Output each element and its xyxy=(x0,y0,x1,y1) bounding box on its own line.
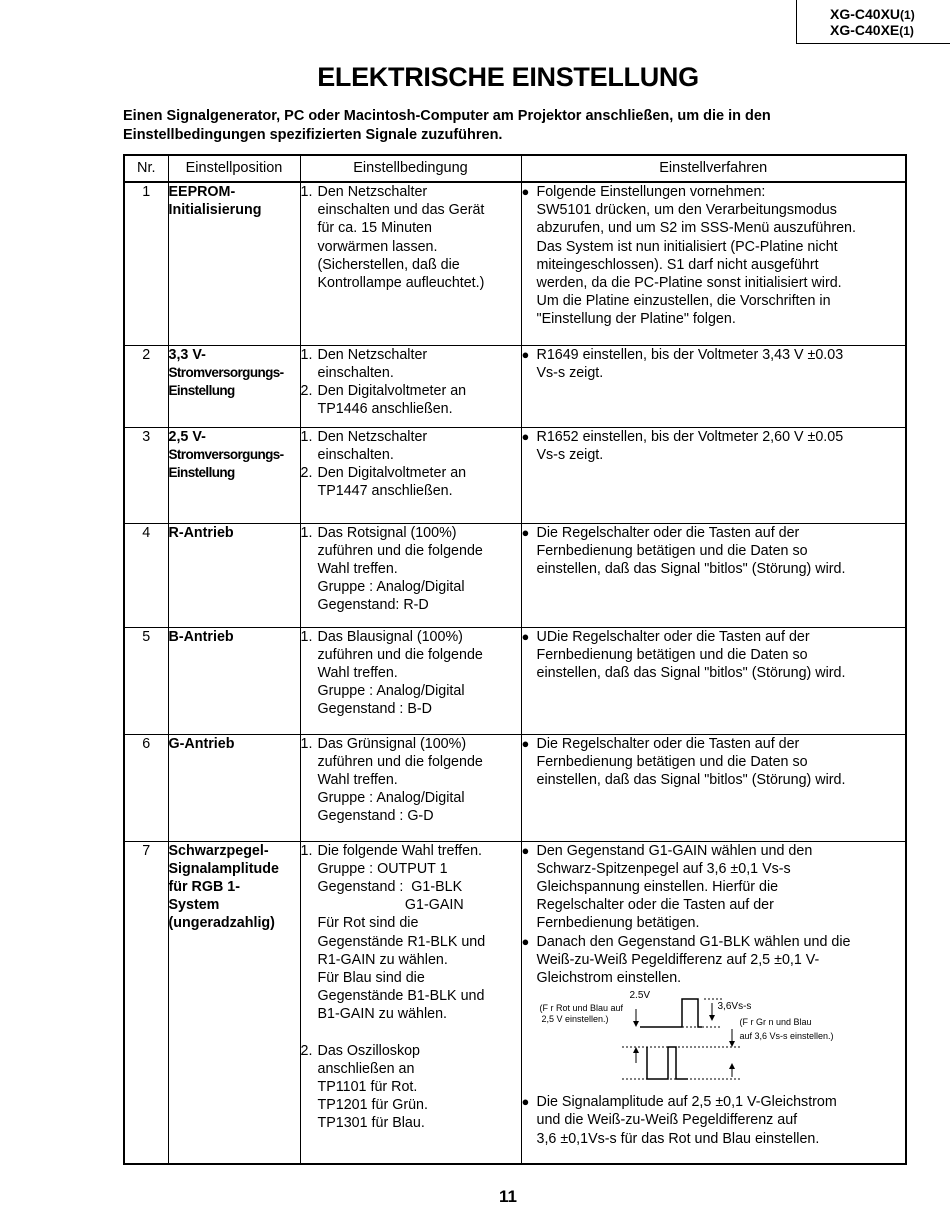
adjustment-procedure xyxy=(521,734,906,841)
condition-line: Für Rot sind die xyxy=(317,915,419,932)
condition-line: Wahl treffen. xyxy=(317,560,398,577)
position-line: Stromversorgungs- xyxy=(168,364,284,380)
condition-line: für ca. 15 Minuten xyxy=(317,220,432,237)
adjustment-position xyxy=(168,523,300,627)
bullet-icon: ● xyxy=(521,933,530,949)
table-row xyxy=(124,627,906,734)
condition-step xyxy=(301,346,521,382)
condition-line: G1-GAIN xyxy=(317,897,464,914)
adjustment-procedure xyxy=(521,627,906,734)
procedure-line: Fernbedienung betätigen und die Daten so xyxy=(536,542,808,559)
row-number: 1 xyxy=(124,182,168,345)
adjustment-condition xyxy=(300,734,521,841)
step-number: 1. xyxy=(300,628,313,645)
condition-line: vorwärmen lassen. xyxy=(317,238,438,255)
adjustment-position xyxy=(168,841,300,1164)
condition-line: TP1447 anschließen. xyxy=(317,483,453,500)
position-line: R-Antrieb xyxy=(168,524,234,541)
step-number: 2. xyxy=(300,1042,313,1059)
step-number: 1. xyxy=(300,346,313,363)
step-number: 2. xyxy=(300,464,313,481)
procedure-item xyxy=(522,524,906,579)
procedure-item xyxy=(522,1093,906,1148)
step-number: 1. xyxy=(300,184,313,200)
procedure-item xyxy=(522,842,906,933)
table-row xyxy=(124,182,906,345)
adjustment-position xyxy=(168,734,300,841)
procedure-line: Vs-s zeigt. xyxy=(536,446,604,463)
step-number: 1. xyxy=(300,428,313,445)
condition-line: Gruppe : Analog/Digital xyxy=(317,683,465,700)
row-number: 6 xyxy=(124,734,168,841)
row-number: 4 xyxy=(124,523,168,627)
position-line: für RGB 1- xyxy=(168,878,240,895)
row-number: 7 xyxy=(124,841,168,1164)
step-number: 1. xyxy=(300,842,313,859)
procedure-line: werden, da die PC-Platine sonst initialisiert wird. xyxy=(536,275,842,292)
adjustment-condition xyxy=(300,182,521,345)
condition-line: einschalten und das Gerät xyxy=(317,202,485,219)
procedure-line: Schwarz-Spitzenpegel auf 3,6 ±0,1 Vs-s xyxy=(536,860,791,877)
procedure-item xyxy=(522,735,906,790)
condition-line: TP1101 für Rot. xyxy=(317,1078,418,1095)
intro-text xyxy=(123,107,893,145)
condition-step xyxy=(301,524,521,615)
bullet-icon: ● xyxy=(521,428,530,444)
procedure-line: Fernbedienung betätigen. xyxy=(536,915,700,932)
condition-line: Gegenstände R1-BLK und xyxy=(317,933,486,950)
bullet-icon: ● xyxy=(521,735,530,751)
adjustment-position xyxy=(168,182,300,345)
procedure-line: R1649 einstellen, bis der Voltmeter 3,43 V ±0.03 xyxy=(536,346,844,363)
position-line: 3,3 V- xyxy=(168,346,206,363)
condition-step xyxy=(301,735,521,826)
condition-step xyxy=(301,382,521,418)
table-header-row xyxy=(124,155,906,182)
procedure-line: Vs-s zeigt. xyxy=(536,364,604,381)
model-number-1: XG-C40XU(1) xyxy=(830,6,915,22)
procedure-line: Das System ist nun initialisiert (PC-Platine nicht xyxy=(536,238,838,255)
table-row xyxy=(124,523,906,627)
adjustment-procedure xyxy=(521,182,906,345)
condition-line: einschalten. xyxy=(317,364,394,381)
procedure-line: Fernbedienung betätigen und die Daten so xyxy=(536,646,808,663)
lower-pulse xyxy=(647,1047,688,1079)
waveform-label-right-1: (F r Gr n und Blau xyxy=(739,1017,812,1028)
condition-line: Gegenstand : G1-BLK xyxy=(317,878,463,895)
bullet-icon: ● xyxy=(521,524,530,540)
procedure-line: und die Weiß-zu-Weiß Pegeldifferenz auf xyxy=(536,1112,798,1129)
bullet-icon: ● xyxy=(521,346,530,362)
condition-line: Wahl treffen. xyxy=(317,664,398,681)
position-line: Stromversorgungs- xyxy=(168,446,284,462)
condition-line: Den Digitalvoltmeter an xyxy=(317,382,467,399)
header-procedure: Einstellverfahren xyxy=(521,155,906,182)
model-number-2: XG-C40XE(1) xyxy=(830,22,914,38)
condition-line: B1-GAIN zu wählen. xyxy=(317,1006,448,1023)
header-nr: Nr. xyxy=(124,155,168,182)
condition-line: Gegenstände B1-BLK und xyxy=(317,988,485,1005)
procedure-line: abzurufen, und um S2 im SSS-Menü auszuführen. xyxy=(536,220,856,237)
condition-step xyxy=(301,464,521,500)
procedure-item xyxy=(522,346,906,382)
bullet-icon: ● xyxy=(521,842,530,858)
position-line: G-Antrieb xyxy=(168,735,235,752)
arrow-36v-head xyxy=(709,1015,715,1021)
condition-line: anschließen an xyxy=(317,1060,415,1077)
procedure-item xyxy=(522,428,906,464)
condition-step xyxy=(301,628,521,719)
procedure-item xyxy=(522,628,906,683)
procedure-line: Um die Platine einzustellen, die Vorschriften in xyxy=(536,293,831,310)
waveform-label-left-2: 2,5 V einstellen.) xyxy=(541,1014,609,1025)
row-number: 3 xyxy=(124,427,168,523)
position-line: (ungeradzahlig) xyxy=(168,915,275,932)
procedure-line: Gleichspannung einstellen. Hierfür die xyxy=(536,878,779,895)
procedure-line: miteingeschlossen). S1 darf nicht ausgeführt xyxy=(536,256,819,273)
condition-line: zuführen und die folgende xyxy=(317,753,483,770)
procedure-line: UDie Regelschalter oder die Tasten auf der xyxy=(536,628,810,645)
table-row xyxy=(124,841,906,1164)
position-line: Einstellung xyxy=(168,382,235,398)
procedure-line: einstellen, daß das Signal "bitlos" (Störung) wird. xyxy=(536,771,846,788)
intro-line: Einen Signalgenerator, PC oder Macintosh-Computer am Projektor anschließen, um die in den xyxy=(123,108,771,124)
procedure-item xyxy=(522,933,906,988)
procedure-line: SW5101 drücken, um den Verarbeitungsmodus xyxy=(536,202,837,219)
procedure-line: Den Gegenstand G1-GAIN wählen und den xyxy=(536,842,813,859)
row-number: 5 xyxy=(124,627,168,734)
adjustment-table xyxy=(123,154,907,1165)
position-line: EEPROM- xyxy=(168,184,236,200)
procedure-item xyxy=(522,183,906,329)
procedure-line: Weiß-zu-Weiß Pegeldifferenz auf 2,5 ±0,1 V- xyxy=(536,951,820,968)
adjustment-condition xyxy=(300,345,521,427)
step-number: 1. xyxy=(300,524,313,541)
condition-line: Gruppe : Analog/Digital xyxy=(317,579,465,596)
adjustment-procedure xyxy=(521,427,906,523)
position-line: 2,5 V- xyxy=(168,428,206,445)
adjustment-condition xyxy=(300,841,521,1164)
procedure-line: R1652 einstellen, bis der Voltmeter 2,60 V ±0.05 xyxy=(536,428,844,445)
condition-step xyxy=(301,428,521,464)
condition-line: R1-GAIN zu wählen. xyxy=(317,951,448,968)
waveform-diagram xyxy=(522,989,882,1087)
condition-line: TP1301 für Blau. xyxy=(317,1115,425,1132)
bullet-icon: ● xyxy=(521,184,530,199)
intro-line: Einstellbedingungen spezifizierten Signale zuzuführen. xyxy=(123,127,503,143)
procedure-line: "Einstellung der Platine" folgen. xyxy=(536,311,736,328)
procedure-line: Die Regelschalter oder die Tasten auf der xyxy=(536,524,800,541)
procedure-line: Folgende Einstellungen vornehmen: xyxy=(536,184,766,200)
adjustment-procedure xyxy=(521,345,906,427)
condition-line: Den Netzschalter xyxy=(317,346,428,363)
bullet-icon: ● xyxy=(521,1094,530,1110)
condition-line: Gegenstand: R-D xyxy=(317,597,429,614)
procedure-line: 3,6 ±0,1Vs-s für das Rot und Blau einstellen. xyxy=(536,1130,820,1147)
adjustment-condition xyxy=(300,627,521,734)
step-number: 1. xyxy=(300,735,313,752)
position-line: Initialisierung xyxy=(168,202,262,219)
condition-line: Gegenstand : G-D xyxy=(317,808,434,825)
adjustment-position xyxy=(168,345,300,427)
condition-line: Das Rotsignal (100%) xyxy=(317,524,457,541)
page-title: ELEKTRISCHE EINSTELLUNG xyxy=(317,62,699,92)
condition-line: TP1446 anschließen. xyxy=(317,401,453,418)
condition-line: Den Netzschalter xyxy=(317,184,428,200)
table-row xyxy=(124,345,906,427)
condition-line: Gruppe : Analog/Digital xyxy=(317,790,465,807)
condition-line: Das Blausignal (100%) xyxy=(317,628,463,645)
procedure-line: Regelschalter oder die Tasten auf der xyxy=(536,897,774,914)
waveform-label-right-2: auf 3,6 Vs-s einstellen.) xyxy=(739,1031,834,1042)
arrow-25v-head xyxy=(633,1021,639,1027)
adjustment-position xyxy=(168,627,300,734)
procedure-line: Danach den Gegenstand G1-BLK wählen und die xyxy=(536,933,851,950)
condition-line: einschalten. xyxy=(317,446,394,463)
bullet-icon: ● xyxy=(521,628,530,644)
position-line: B-Antrieb xyxy=(168,628,234,645)
condition-line: zuführen und die folgende xyxy=(317,542,483,559)
adjustment-condition xyxy=(300,523,521,627)
condition-line: Den Digitalvoltmeter an xyxy=(317,464,467,481)
position-line: System xyxy=(168,897,220,914)
step-number: 2. xyxy=(300,382,313,399)
procedure-line: Gleichstrom einstellen. xyxy=(536,969,682,986)
adjustment-procedure xyxy=(521,841,906,1164)
adjustment-condition xyxy=(300,427,521,523)
procedure-line: Die Regelschalter oder die Tasten auf der xyxy=(536,735,800,752)
procedure-line: Die Signalamplitude auf 2,5 ±0,1 V-Gleichstrom xyxy=(536,1094,837,1111)
condition-line: TP1201 für Grün. xyxy=(317,1097,428,1114)
procedure-line: einstellen, daß das Signal "bitlos" (Störung) wird. xyxy=(536,664,846,681)
waveform-label-left-1: (F r Rot und Blau auf xyxy=(539,1003,624,1014)
condition-line: Die folgende Wahl treffen. xyxy=(317,842,483,859)
arrow-bottom-head xyxy=(729,1063,735,1069)
procedure-line: einstellen, daß das Signal "bitlos" (Störung) wird. xyxy=(536,560,846,577)
arrow-lower-head xyxy=(633,1047,639,1053)
procedure-line: Fernbedienung betätigen und die Daten so xyxy=(536,753,808,770)
position-line: Schwarzpegel- xyxy=(168,842,269,859)
upper-pulse xyxy=(640,999,702,1027)
header-position: Einstellposition xyxy=(168,155,300,182)
adjustment-procedure xyxy=(521,523,906,627)
adjustment-position xyxy=(168,427,300,523)
condition-line: Gegenstand : B-D xyxy=(317,701,432,718)
position-line: Einstellung xyxy=(168,464,235,480)
header-condition: Einstellbedingung xyxy=(300,155,521,182)
page-number: 11 xyxy=(499,1187,517,1206)
condition-line: Wahl treffen. xyxy=(317,771,398,788)
condition-line: zuführen und die folgende xyxy=(317,646,483,663)
condition-line: Kontrollampe aufleuchtet.) xyxy=(317,275,485,292)
position-line: Signalamplitude xyxy=(168,860,279,877)
table-row xyxy=(124,427,906,523)
condition-step xyxy=(301,183,521,292)
condition-line: Das Grünsignal (100%) xyxy=(317,735,467,752)
condition-line: Den Netzschalter xyxy=(317,428,428,445)
waveform-label-36v: 3,6Vs-s xyxy=(717,1001,752,1013)
waveform-label-25v: 2.5V xyxy=(629,990,651,1002)
condition-line: Für Blau sind die xyxy=(317,969,425,986)
row-number: 2 xyxy=(124,345,168,427)
condition-step xyxy=(301,1042,521,1133)
table-row xyxy=(124,734,906,841)
arrow-right-head xyxy=(729,1041,735,1047)
condition-step xyxy=(301,842,521,1024)
condition-line: (Sicherstellen, daß die xyxy=(317,256,460,273)
condition-line: Das Oszilloskop xyxy=(317,1042,420,1059)
condition-line: Gruppe : OUTPUT 1 xyxy=(317,860,448,877)
